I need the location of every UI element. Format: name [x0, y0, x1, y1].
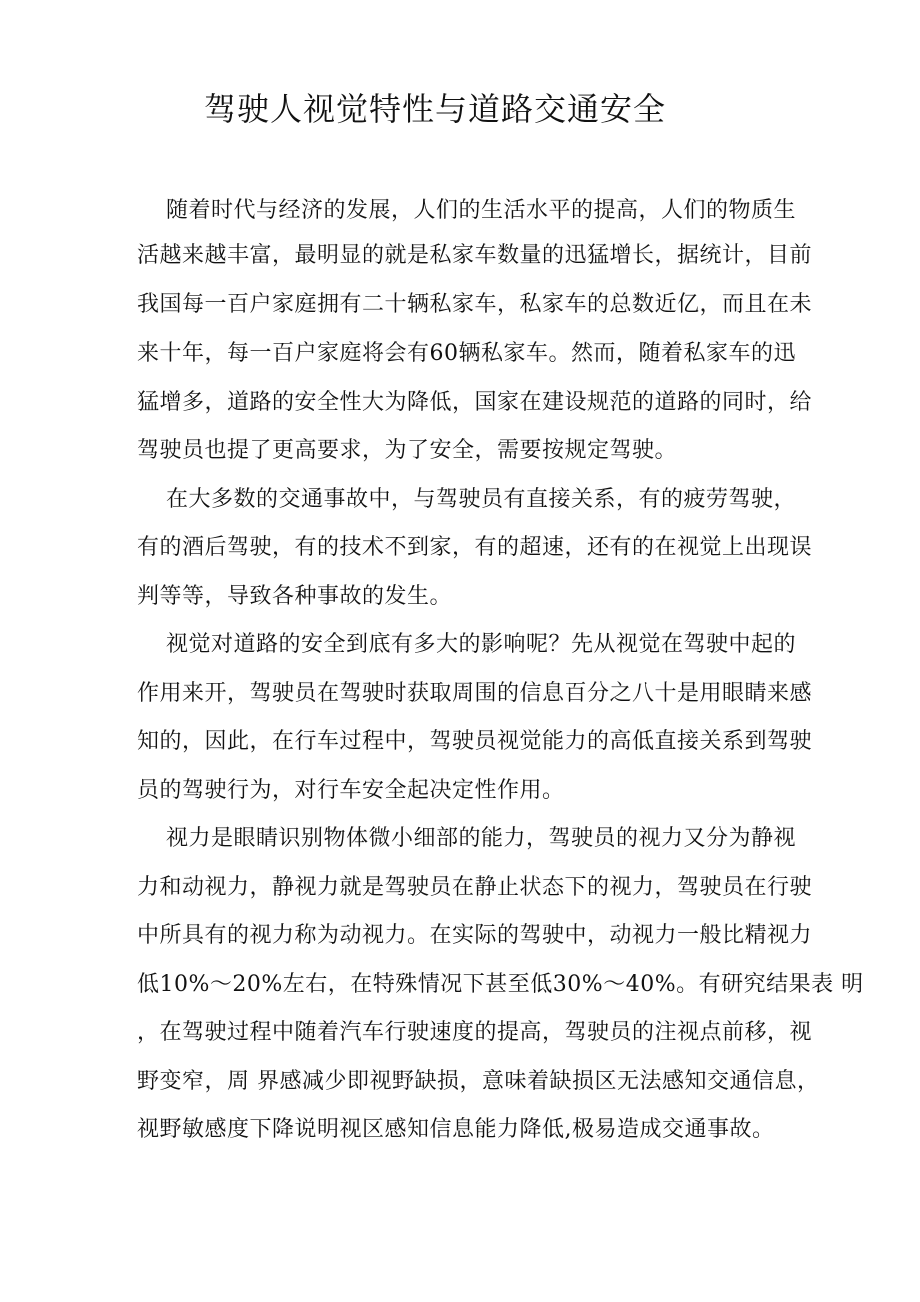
- paragraph-4-line-4: 低10%～20%左右，在特殊情况下甚至低30%～40%。有研究结果表 明: [137, 972, 864, 997]
- paragraph-2-line-2: 有的酒后驾驶，有的技术不到家，有的超速，还有的在视觉上出现误: [137, 535, 813, 560]
- paragraph-3-line-4: 员的驾驶行为，对行车安全起决定性作用。: [137, 778, 565, 803]
- paragraph-1-line-6: 驾驶员也提了更高要求，为了安全，需要按规定驾驶。: [137, 438, 678, 463]
- paragraph-1-line-4: 来十年，每一百户家庭将会有60辆私家车。然而，随着私家车的迅: [137, 341, 796, 366]
- paragraph-4-line-3: 中所具有的视力称为动视力。在实际的驾驶中，动视力一般比精视力: [137, 923, 813, 948]
- paragraph-3-line-1: 视觉对道路的安全到底有多大的影响呢？先从视觉在驾驶中起的: [166, 632, 797, 657]
- paragraph-4-line-2: 力和动视力，静视力就是驾驶员在静止状态下的视力，驾驶员在行驶: [137, 875, 813, 900]
- paragraph-3-line-3: 知的，因此，在行车过程中，驾驶员视觉能力的高低直接关系到驾驶: [137, 729, 813, 754]
- paragraph-4-line-5: ，在驾驶过程中随着汽车行驶速度的提高，驾驶员的注视点前移，视: [137, 1020, 813, 1045]
- paragraph-1-line-3: 我国每一百户家庭拥有二十辆私家车，私家车的总数近亿，而且在未: [137, 292, 813, 317]
- paragraph-3-line-2: 作用来开，驾驶员在驾驶时获取周围的信息百分之八十是用眼睛来感: [137, 681, 813, 706]
- document-title: 驾驶人视觉特性与道路交通安全: [204, 90, 667, 128]
- paragraph-1-line-1: 随着时代与经济的发展，人们的生活水平的提高，人们的物质生: [166, 198, 797, 223]
- paragraph-2-line-3: 判等等，导致各种事故的发生。: [137, 584, 453, 609]
- paragraph-1-line-5: 猛增多，道路的安全性大为降低，国家在建设规范的道路的同时，给: [137, 390, 813, 415]
- paragraph-4-line-6: 野变窄，周 界感减少即视野缺损，意味着缺损区无法感知交通信息，: [137, 1069, 820, 1094]
- paragraph-2-line-1: 在大多数的交通事故中，与驾驶员有直接关系，有的疲劳驾驶，: [166, 487, 797, 512]
- paragraph-1-line-2: 活越来越丰富，最明显的就是私家车数量的迅猛增长，据统计，目前: [137, 243, 813, 268]
- paragraph-4-line-7: 视野敏感度下降说明视区感知信息能力降低,极易造成交通事故。: [137, 1117, 775, 1142]
- paragraph-4-line-1: 视力是眼睛识别物体微小细部的能力，驾驶员的视力又分为静视: [166, 826, 797, 851]
